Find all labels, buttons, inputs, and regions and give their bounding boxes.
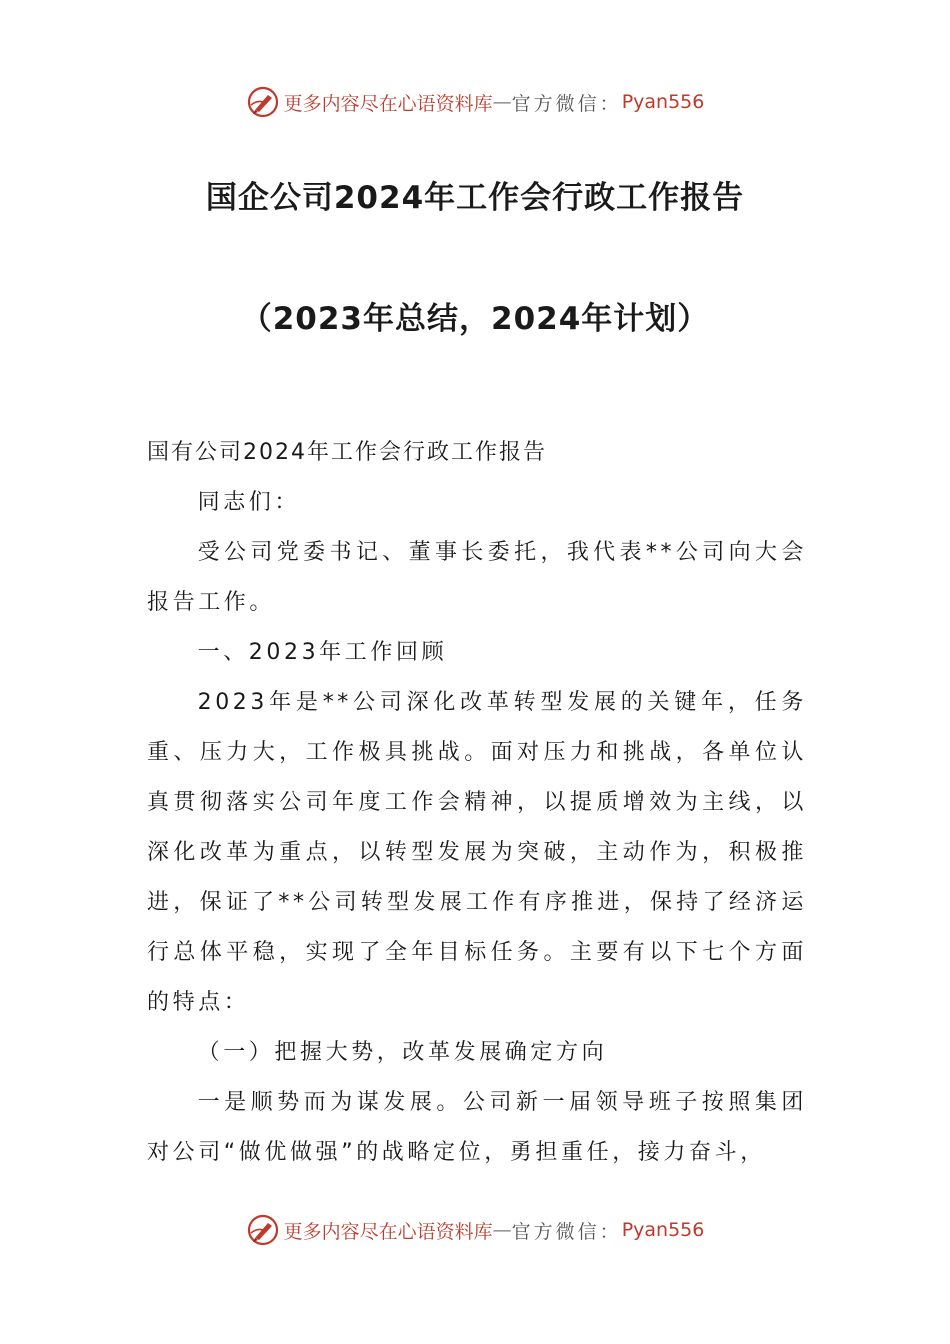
watermark-wechat-id: Pyan556	[621, 1219, 705, 1241]
document-subtitle: （2023年总结，2024年计划）	[240, 301, 710, 337]
pen-logo-icon	[246, 85, 280, 119]
body-paragraph-review: 2023年是**公司深化改革转型发展的关键年，任务重、压力大，工作极具挑战。面对压力和挑战，各单位认真贯彻落实公司年度工作会精神，以提质增效为主线，以深化改革为重点，以转型发展为突破，主动作为，积极推进，保证了**公司转型发展工作有序推进，保持了经济运行总体平稳，实现了全年目标任务。主要有以下七个方面的特点：	[147, 690, 807, 1015]
body-heading-subsection-1: （一）把握大势，改革发展确定方向	[197, 1040, 608, 1065]
pen-logo-icon	[246, 1213, 280, 1247]
header-watermark	[0, 82, 950, 122]
watermark-text: 更多内容尽在心语资料库	[283, 1220, 493, 1243]
watermark-label: 官方微信：	[511, 92, 622, 115]
watermark-wechat-id: Pyan556	[621, 91, 705, 113]
footer-watermark	[0, 1210, 950, 1250]
body-paragraph-point-1: 一是顺势而为谋发展。公司新一届领导班子按照集团对公司“做优做强”的战略定位，勇担重任，接力奋斗，	[147, 1090, 807, 1165]
watermark-separator: —	[492, 1219, 512, 1241]
document-body	[147, 428, 807, 1178]
body-paragraph-report-name: 国有公司2024年工作会行政工作报告	[147, 440, 547, 465]
watermark-label: 官方微信：	[511, 1220, 622, 1243]
body-paragraph-intro: 受公司党委书记、董事长委托，我代表**公司向大会报告工作。	[147, 540, 807, 615]
watermark-separator: —	[492, 91, 512, 113]
watermark-text: 更多内容尽在心语资料库	[283, 92, 493, 115]
body-paragraph-salutation: 同志们：	[197, 490, 300, 515]
document-title: 国企公司2024年工作会行政工作报告	[205, 180, 745, 216]
body-heading-section-1: 一、2023年工作回顾	[197, 640, 448, 665]
